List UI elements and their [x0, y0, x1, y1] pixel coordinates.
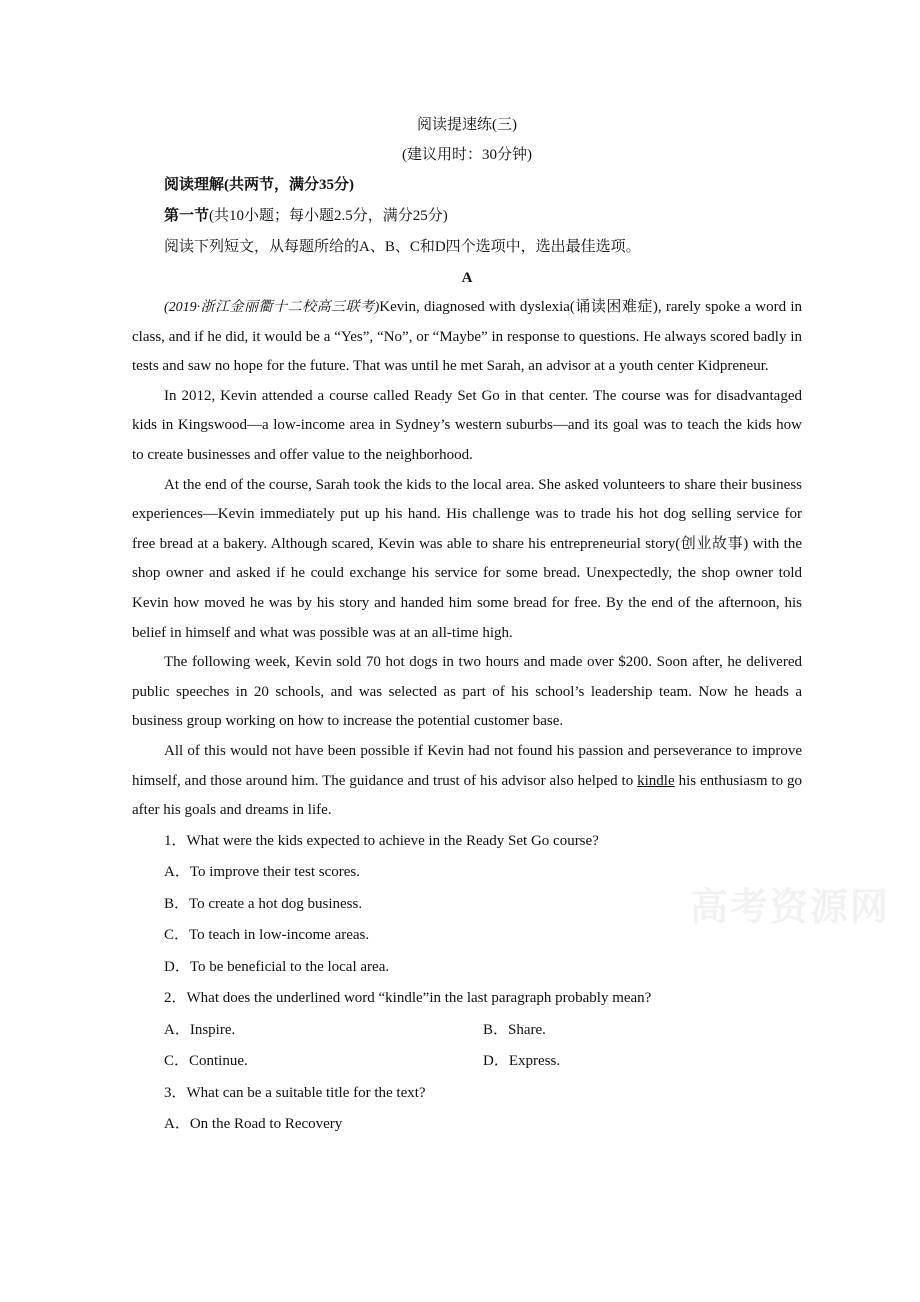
- question-2-options-row-2: [132, 1046, 802, 1078]
- passage-paragraph-5: [132, 737, 802, 826]
- passage-source: (2019·浙江金丽衢十二校高三联考): [164, 300, 380, 315]
- question-1-stem: 1．What were the kids expected to achieve in the Ready Set Go course?: [164, 832, 599, 849]
- watermark: 高考资源网: [690, 884, 891, 929]
- question-3-stem: 3．What can be a suitable title for the text?: [164, 1084, 426, 1101]
- section-heading: 阅读理解(共两节，满分35分): [164, 177, 354, 193]
- question-1-option-a: A．To improve their test scores.: [164, 864, 360, 881]
- p5-after: his enthusiasm to go after his goals and dreams in life.: [132, 772, 802, 819]
- passage-label: A: [461, 270, 473, 286]
- underlined-word: kindle: [637, 772, 675, 789]
- part-heading-bold: 第一节: [164, 208, 210, 224]
- page-title: 阅读提速练(三): [417, 117, 517, 133]
- passage-paragraph-4: The following week, Kevin sold 70 hot dogs in two hours and made over $200. Soon after, he delivered public speeches in 20 schools, and was selected as part of his school’s leadership team. Now he heads a business group working on how to increase the potential customer base.: [132, 654, 802, 730]
- question-1-option-c: C．To teach in low-income areas.: [164, 927, 370, 944]
- passage-paragraph-1: [132, 293, 802, 382]
- passage-paragraph-3: At the end of the course, Sarah took the kids to the local area. She asked volunteers to share their business experiences—Kevin immediately put up his hand. His challenge was to trade his hot dog selling service for free bread at a bakery. Although scared, Kevin was able to share his entrepreneurial story(创业故事) with the shop owner and asked if he could exchange his service for some bread. Unexpectedly, the shop owner told Kevin how moved he was by his story and handed him some bread for free. By the end of the afternoon, his belief in himself and what was possible was at an all-time high.: [132, 476, 802, 641]
- question-2-option-a: A．Inspire.: [164, 1021, 236, 1038]
- passage-paragraph-2: In 2012, Kevin attended a course called Ready Set Go in that center. The course was for disadvantaged kids in Kingswood—a low-income area in Sydney’s western suburbs—and its goal was to teach the kids how to create businesses and offer value to the neighborhood.: [132, 387, 802, 463]
- question-1-option-b: B．To create a hot dog business.: [164, 895, 363, 912]
- suggested-time: (建议用时：30分钟): [402, 147, 532, 163]
- p5-before: All of this would not have been possible if Kevin had not found his passion and perseverance to improve himself, and those around him. The guidance and trust of his advisor also helped to: [132, 742, 802, 789]
- document-page: [132, 110, 802, 1141]
- passage-p1-text: Kevin, diagnosed with dyslexia(诵读困难症), rarely spoke a word in class, and if he did, it would be a “Yes”, “No”, or “Maybe” in response to questions. He always scored badly in tests and saw no hope for the future. That was until he met Sarah, an advisor at a youth center Kidpreneur.: [132, 299, 803, 375]
- instructions: 阅读下列短文，从每题所给的A、B、C和D四个选项中，选出最佳选项。: [164, 239, 641, 255]
- question-2-options-row-1: [132, 1015, 802, 1047]
- part-heading: [132, 201, 802, 232]
- question-1-option-d: D．To be beneficial to the local area.: [164, 958, 390, 975]
- question-2-option-c: C．Continue.: [164, 1053, 248, 1070]
- question-2-stem: 2．What does the underlined word “kindle”in the last paragraph probably mean?: [164, 990, 652, 1007]
- question-2-option-b: B．Share.: [483, 1021, 546, 1038]
- question-2-option-d: D．Express.: [483, 1053, 561, 1070]
- question-3-option-a: A．On the Road to Recovery: [164, 1116, 343, 1133]
- part-heading-rest: (共10小题；每小题2.5分，满分25分): [209, 208, 448, 224]
